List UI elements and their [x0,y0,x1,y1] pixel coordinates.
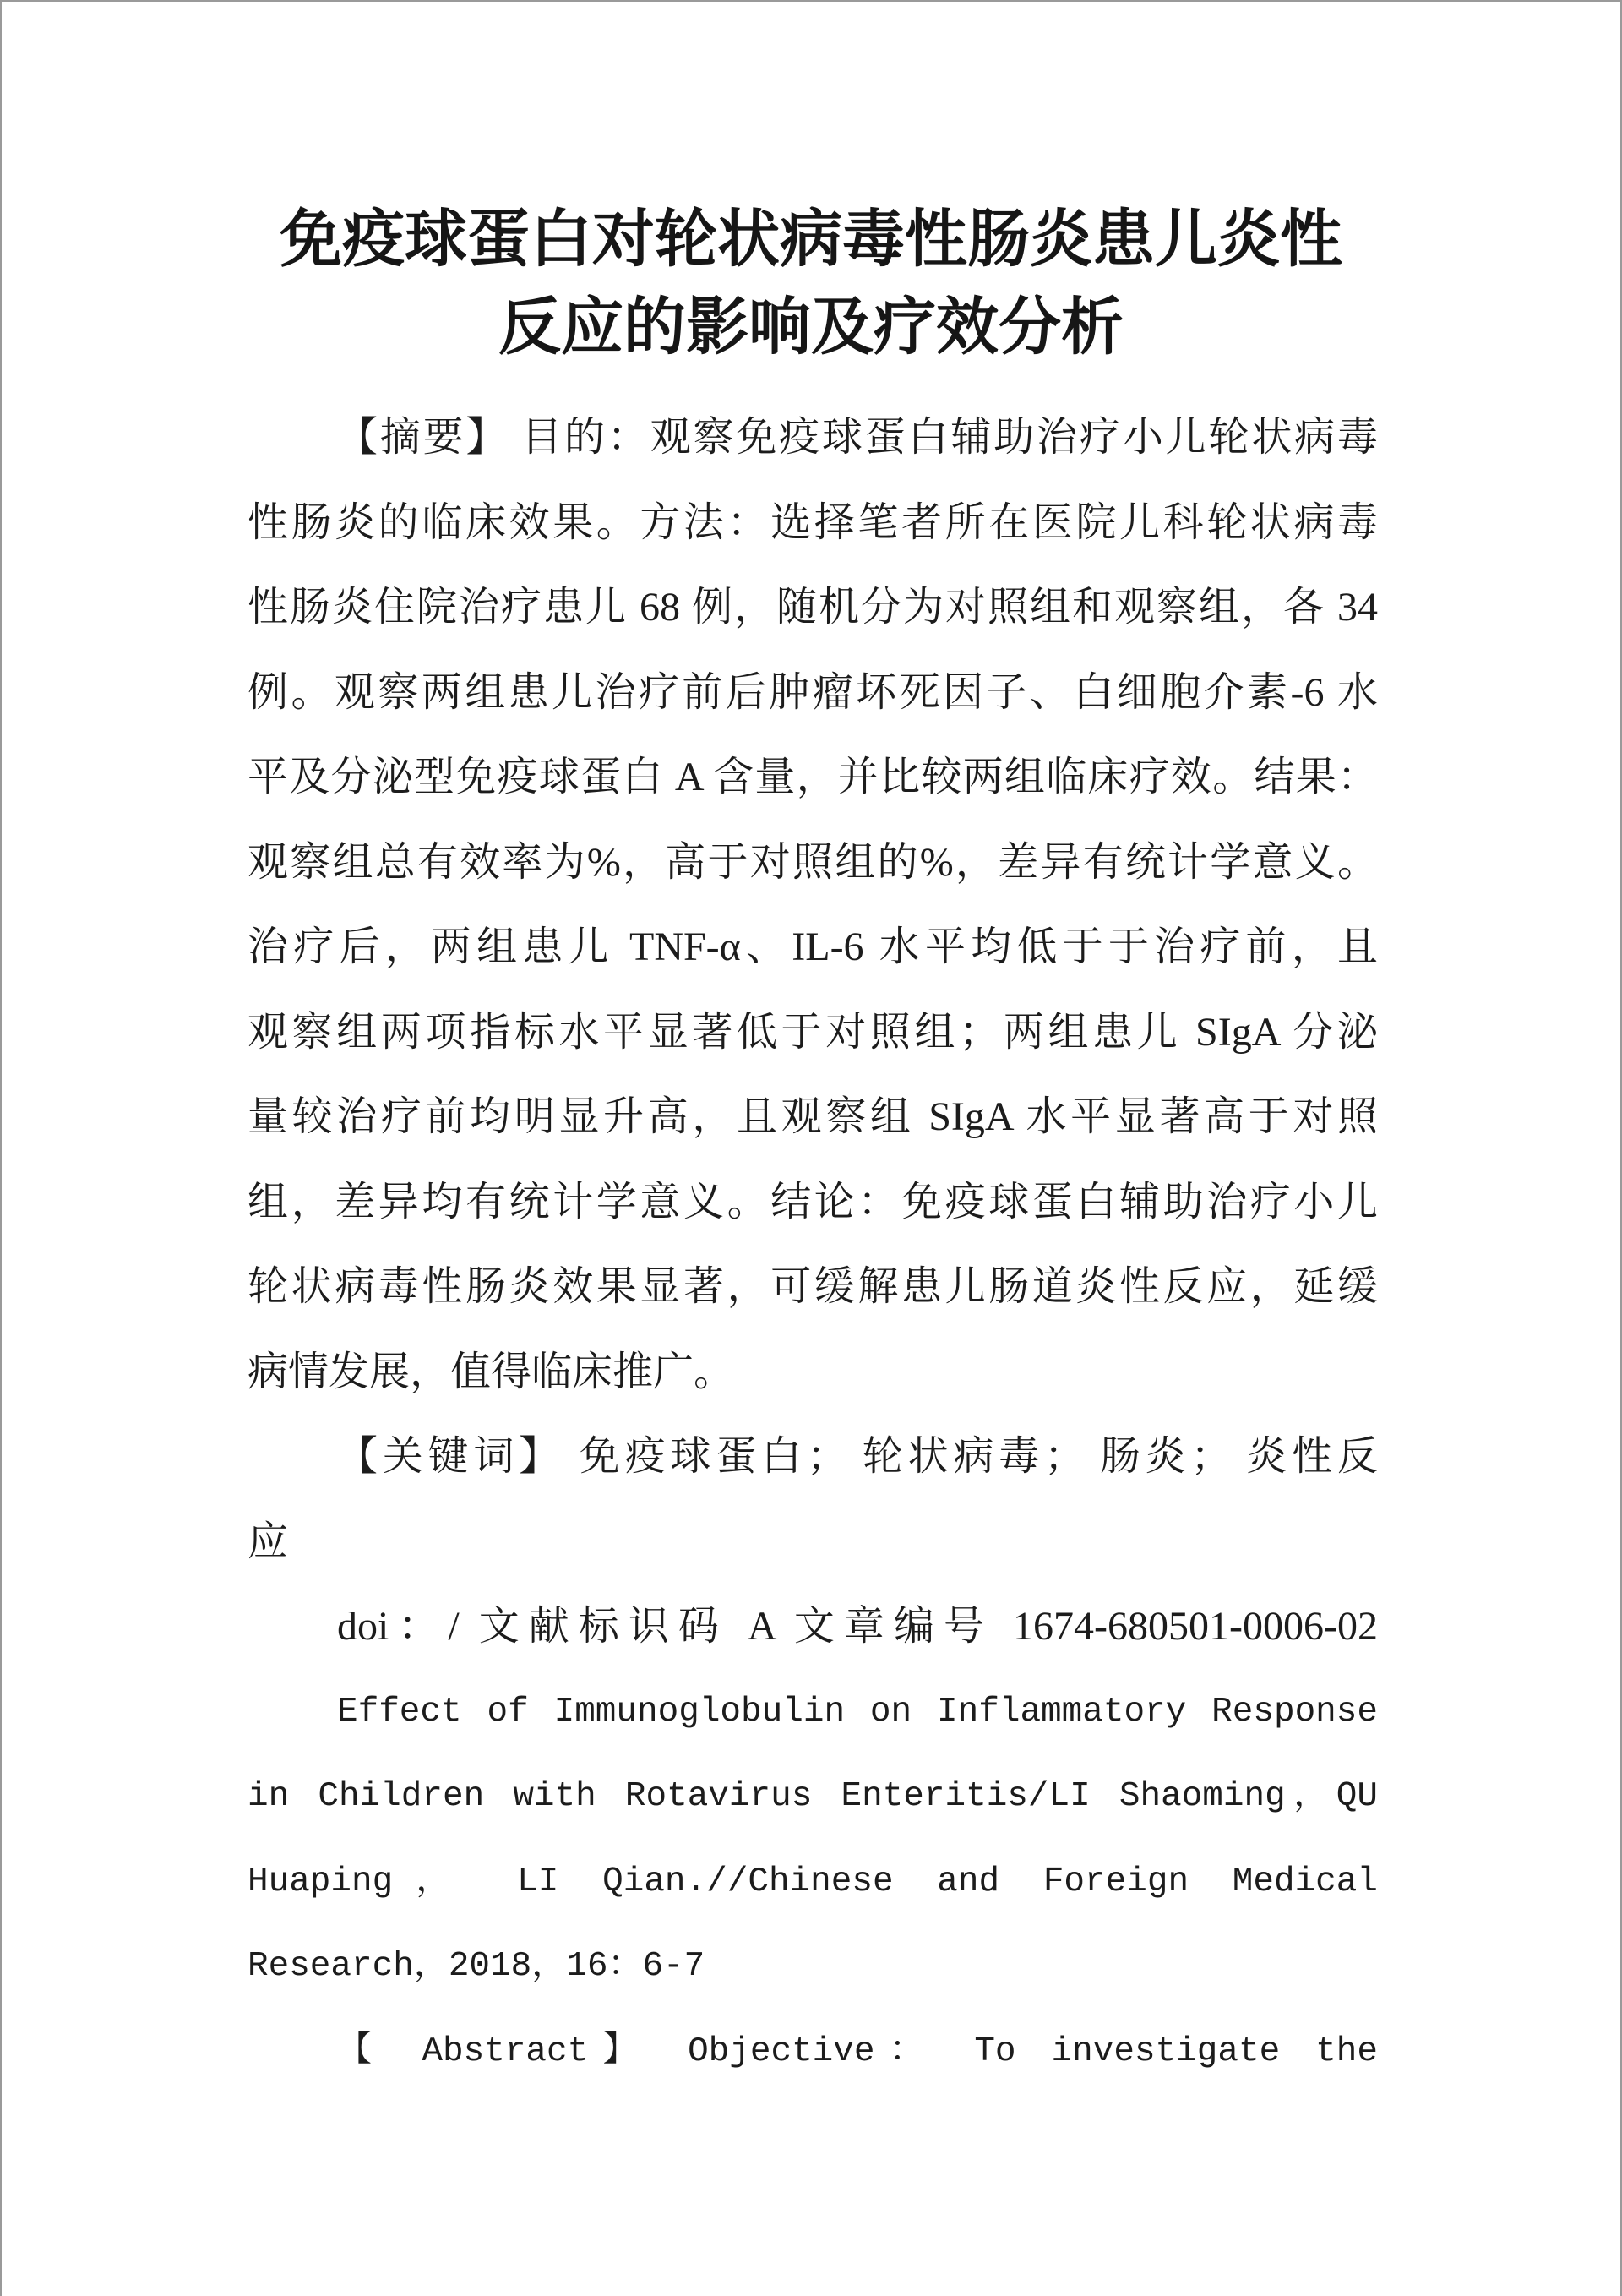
english-citation-line: in Children with Rotavirus Enteritis/LI Shaoming，QU [248,1777,1378,1816]
abstract-cn-line: 例。观察两组患儿治疗前后肿瘤坏死因子、白细胞介素-6 水 [248,669,1378,715]
abstract-cn-line: 病情发展，值得临床推广。 [248,1349,735,1394]
english-citation [248,1670,1378,2010]
keywords-line: 【关键词】 免疫球蛋白； 轮状病毒； 肠炎； 炎性反 [337,1434,1378,1479]
abstract-cn-line: 性肠炎的临床效果。方法：选择笔者所在医院儿科轮状病毒 [248,499,1378,545]
keywords-line: 应 [248,1519,289,1564]
paper-title [2,195,1620,371]
abstract-en-line: 【 Abstract】 Objective： To investigate the [337,2031,1378,2071]
abstract-cn-line: 性肠炎住院治疗患儿 68 例，随机分为对照组和观察组，各 34 [248,585,1378,630]
abstract-cn-line: 平及分泌型免疫球蛋白 A 含量，并比较两组临床疗效。结果： [248,755,1378,799]
abstract-cn-line: 【摘要】 目的：观察免疫球蛋白辅助治疗小儿轮状病毒 [337,415,1378,460]
chinese-abstract [248,395,1378,1415]
abstract-cn-line: 组，差异均有统计学意义。结论：免疫球蛋白辅助治疗小儿 [248,1179,1378,1224]
abstract-cn-line: 治疗后，两组患儿 TNF-α、IL-6 水平均低于于治疗前，且 [248,924,1378,969]
abstract-cn-line: 观察组两项指标水平显著低于对照组；两组患儿 SIgA 分泌 [248,1009,1378,1055]
english-abstract [248,2010,1378,2095]
keywords [248,1415,1378,1584]
paper-title-line: 反应的影响及疗效分析 [498,291,1124,363]
doi-line: doi：/ 文献标识码 A 文章编号 1674-680501-0006-02 [337,1604,1378,1649]
english-citation-line: Effect of Immunoglobulin on Inflammatory Response [337,1692,1378,1732]
abstract-cn-line: 轮状病毒性肠炎效果显著，可缓解患儿肠道炎性反应，延缓 [248,1264,1378,1309]
paper-body [248,395,1378,2094]
english-citation-line: Research，2018，16：6-7 [248,1947,705,1986]
english-citation-line: Huaping， LI Qian.//Chinese and Foreign Medical [248,1862,1378,1901]
paper-title-line: 免疫球蛋白对轮状病毒性肠炎患儿炎性 [280,203,1342,275]
abstract-cn-line: 量较治疗前均明显升高，且观察组 SIgA 水平显著高于对照 [248,1094,1378,1139]
abstract-cn-line: 观察组总有效率为%，高于对照组的%，差异有统计学意义。 [248,839,1378,885]
